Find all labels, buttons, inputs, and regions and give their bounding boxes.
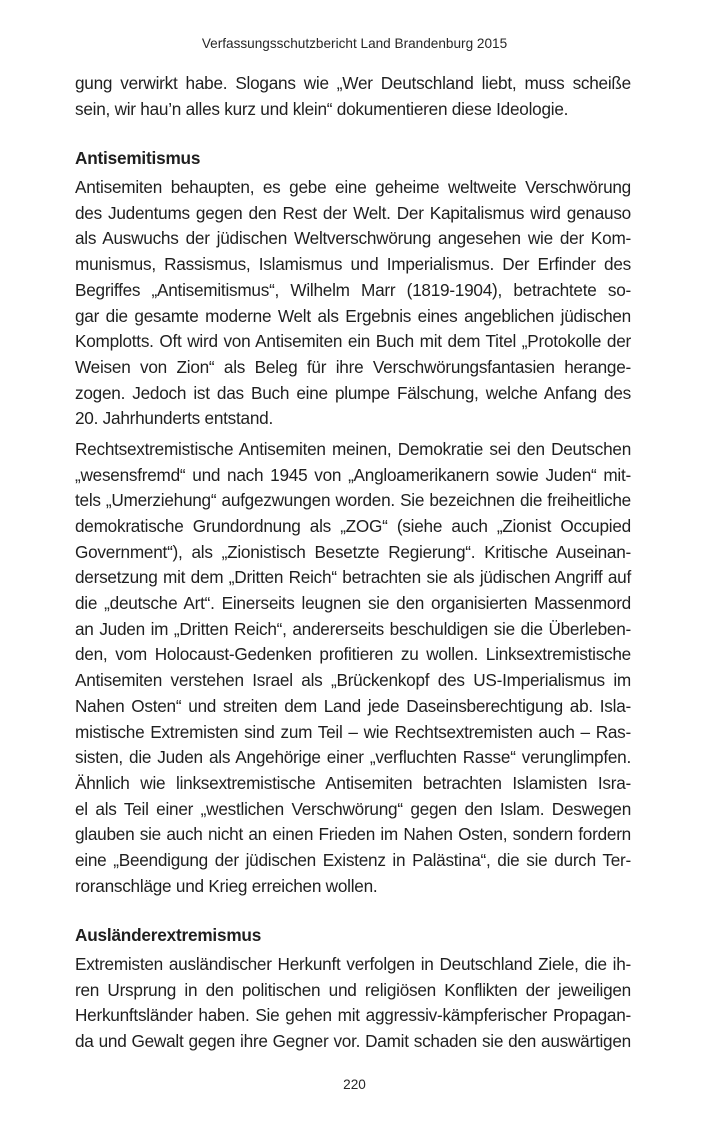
- antisemitismus-paragraph-2: [75, 437, 631, 899]
- text-line: sisten, die Juden als Angehörige einer „verfluchten Rasse“ verunglimpfen.: [75, 747, 631, 768]
- spacer: [75, 899, 631, 923]
- section-heading-antisemitismus: Antisemitismus: [75, 148, 201, 169]
- text-line: sein, wir hau’n alles kurz und klein“ dokumentieren diese Ideologie.: [75, 98, 569, 119]
- text-line: Herkunftsländer haben. Sie gehen mit aggressiv-kämpferischer Propagan-: [75, 1005, 631, 1026]
- auslaenderextremismus-paragraph-1: [75, 952, 631, 1055]
- text-line: roranschläge und Krieg erreichen wollen.: [75, 875, 378, 896]
- section-heading-auslaenderextremismus: Ausländerextremismus: [75, 925, 262, 946]
- text-line: gar die gesamte moderne Welt als Ergebnis eines angeblichen jüdischen: [75, 305, 631, 326]
- antisemitismus-paragraph-1: [75, 175, 631, 432]
- text-line: eine „Beendigung der jüdischen Existenz in Palästina“, die sie durch Ter-: [75, 849, 631, 870]
- text-line: munismus, Rassismus, Islamismus und Imperialismus. Der Erfinder des: [75, 254, 631, 275]
- text-line: Government“), als „Zionistisch Besetzte Regierung“. Kritische Auseinan-: [75, 541, 631, 562]
- text-line: Begriffes „Antisemitismus“, Wilhelm Marr (1819-1904), betrachtete so-: [75, 279, 631, 300]
- text-line: Extremisten ausländischer Herkunft verfolgen in Deutschland Ziele, die ih-: [75, 954, 631, 975]
- intro-paragraph: [75, 71, 631, 122]
- text-line: glauben sie auch nicht an einen Frieden im Nahen Osten, sondern fordern: [75, 824, 631, 845]
- text-line: Ähnlich wie linksextremistische Antisemiten betrachten Islamisten Isra-: [75, 772, 631, 793]
- text-line: gung verwirkt habe. Slogans wie „Wer Deutschland liebt, muss scheiße: [75, 73, 631, 93]
- running-header: Verfassungsschutzbericht Land Brandenburg 2015: [201, 36, 508, 51]
- text-line: ren Ursprung in den politischen und religiösen Konflikten der jeweiligen: [75, 979, 631, 1000]
- text-line: Antisemiten verstehen Israel als „Brückenkopf des US-Imperialismus im: [75, 670, 631, 691]
- page-number: 220: [343, 1077, 366, 1092]
- text-line: Antisemiten behaupten, es gebe eine geheime weltweite Verschwörung: [75, 177, 631, 198]
- spacer: [75, 122, 631, 146]
- text-line: „wesensfremd“ und nach 1945 von „Angloamerikanern sowie Juden“ mit-: [75, 464, 631, 485]
- text-line: mistische Extremisten sind zum Teil – wie Rechtsextremisten auch – Ras-: [75, 721, 631, 742]
- text-line: die „deutsche Art“. Einerseits leugnen sie den organisierten Massenmord: [75, 593, 631, 614]
- text-line: Nahen Osten“ und streiten dem Land jede Daseinsberechtigung ab. Isla-: [75, 695, 631, 716]
- text-line: den, vom Holocaust-Gedenken profitieren zu wollen. Linksextremistische: [75, 644, 631, 665]
- text-line: Komplotts. Oft wird von Antisemiten ein Buch mit dem Titel „Protokolle der: [75, 331, 631, 352]
- text-line: 20. Jahrhunderts entstand.: [75, 408, 273, 429]
- text-line: Weisen von Zion“ als Beleg für ihre Verschwörungsfantasien herange-: [75, 356, 631, 377]
- text-line: dersetzung mit dem „Dritten Reich“ betrachten sie als jüdischen Angriff auf: [75, 567, 631, 588]
- text-line: zogen. Jedoch ist das Buch eine plumpe Fälschung, welche Anfang des: [75, 382, 631, 403]
- text-line: tels „Umerziehung“ aufgezwungen worden. Sie bezeichnen die freiheitliche: [75, 490, 631, 511]
- text-line: demokratische Grundordnung als „ZOG“ (siehe auch „Zionist Occupied: [75, 516, 631, 537]
- text-line: an Juden im „Dritten Reich“, andererseits beschuldigen sie die Überleben-: [75, 618, 631, 639]
- text-line: als Auswuchs der jüdischen Weltverschwörung angesehen wie der Kom-: [75, 228, 631, 249]
- text-line: el als Teil einer „westlichen Verschwörung“ gegen den Islam. Deswegen: [75, 798, 631, 819]
- body-text: [75, 71, 631, 1055]
- text-line: des Judentums gegen den Rest der Welt. Der Kapitalismus wird genauso: [75, 202, 631, 223]
- text-line: da und Gewalt gegen ihre Gegner vor. Damit schaden sie den auswärtigen: [75, 1031, 631, 1052]
- text-line: Rechtsextremistische Antisemiten meinen, Demokratie sei den Deutschen: [75, 438, 631, 459]
